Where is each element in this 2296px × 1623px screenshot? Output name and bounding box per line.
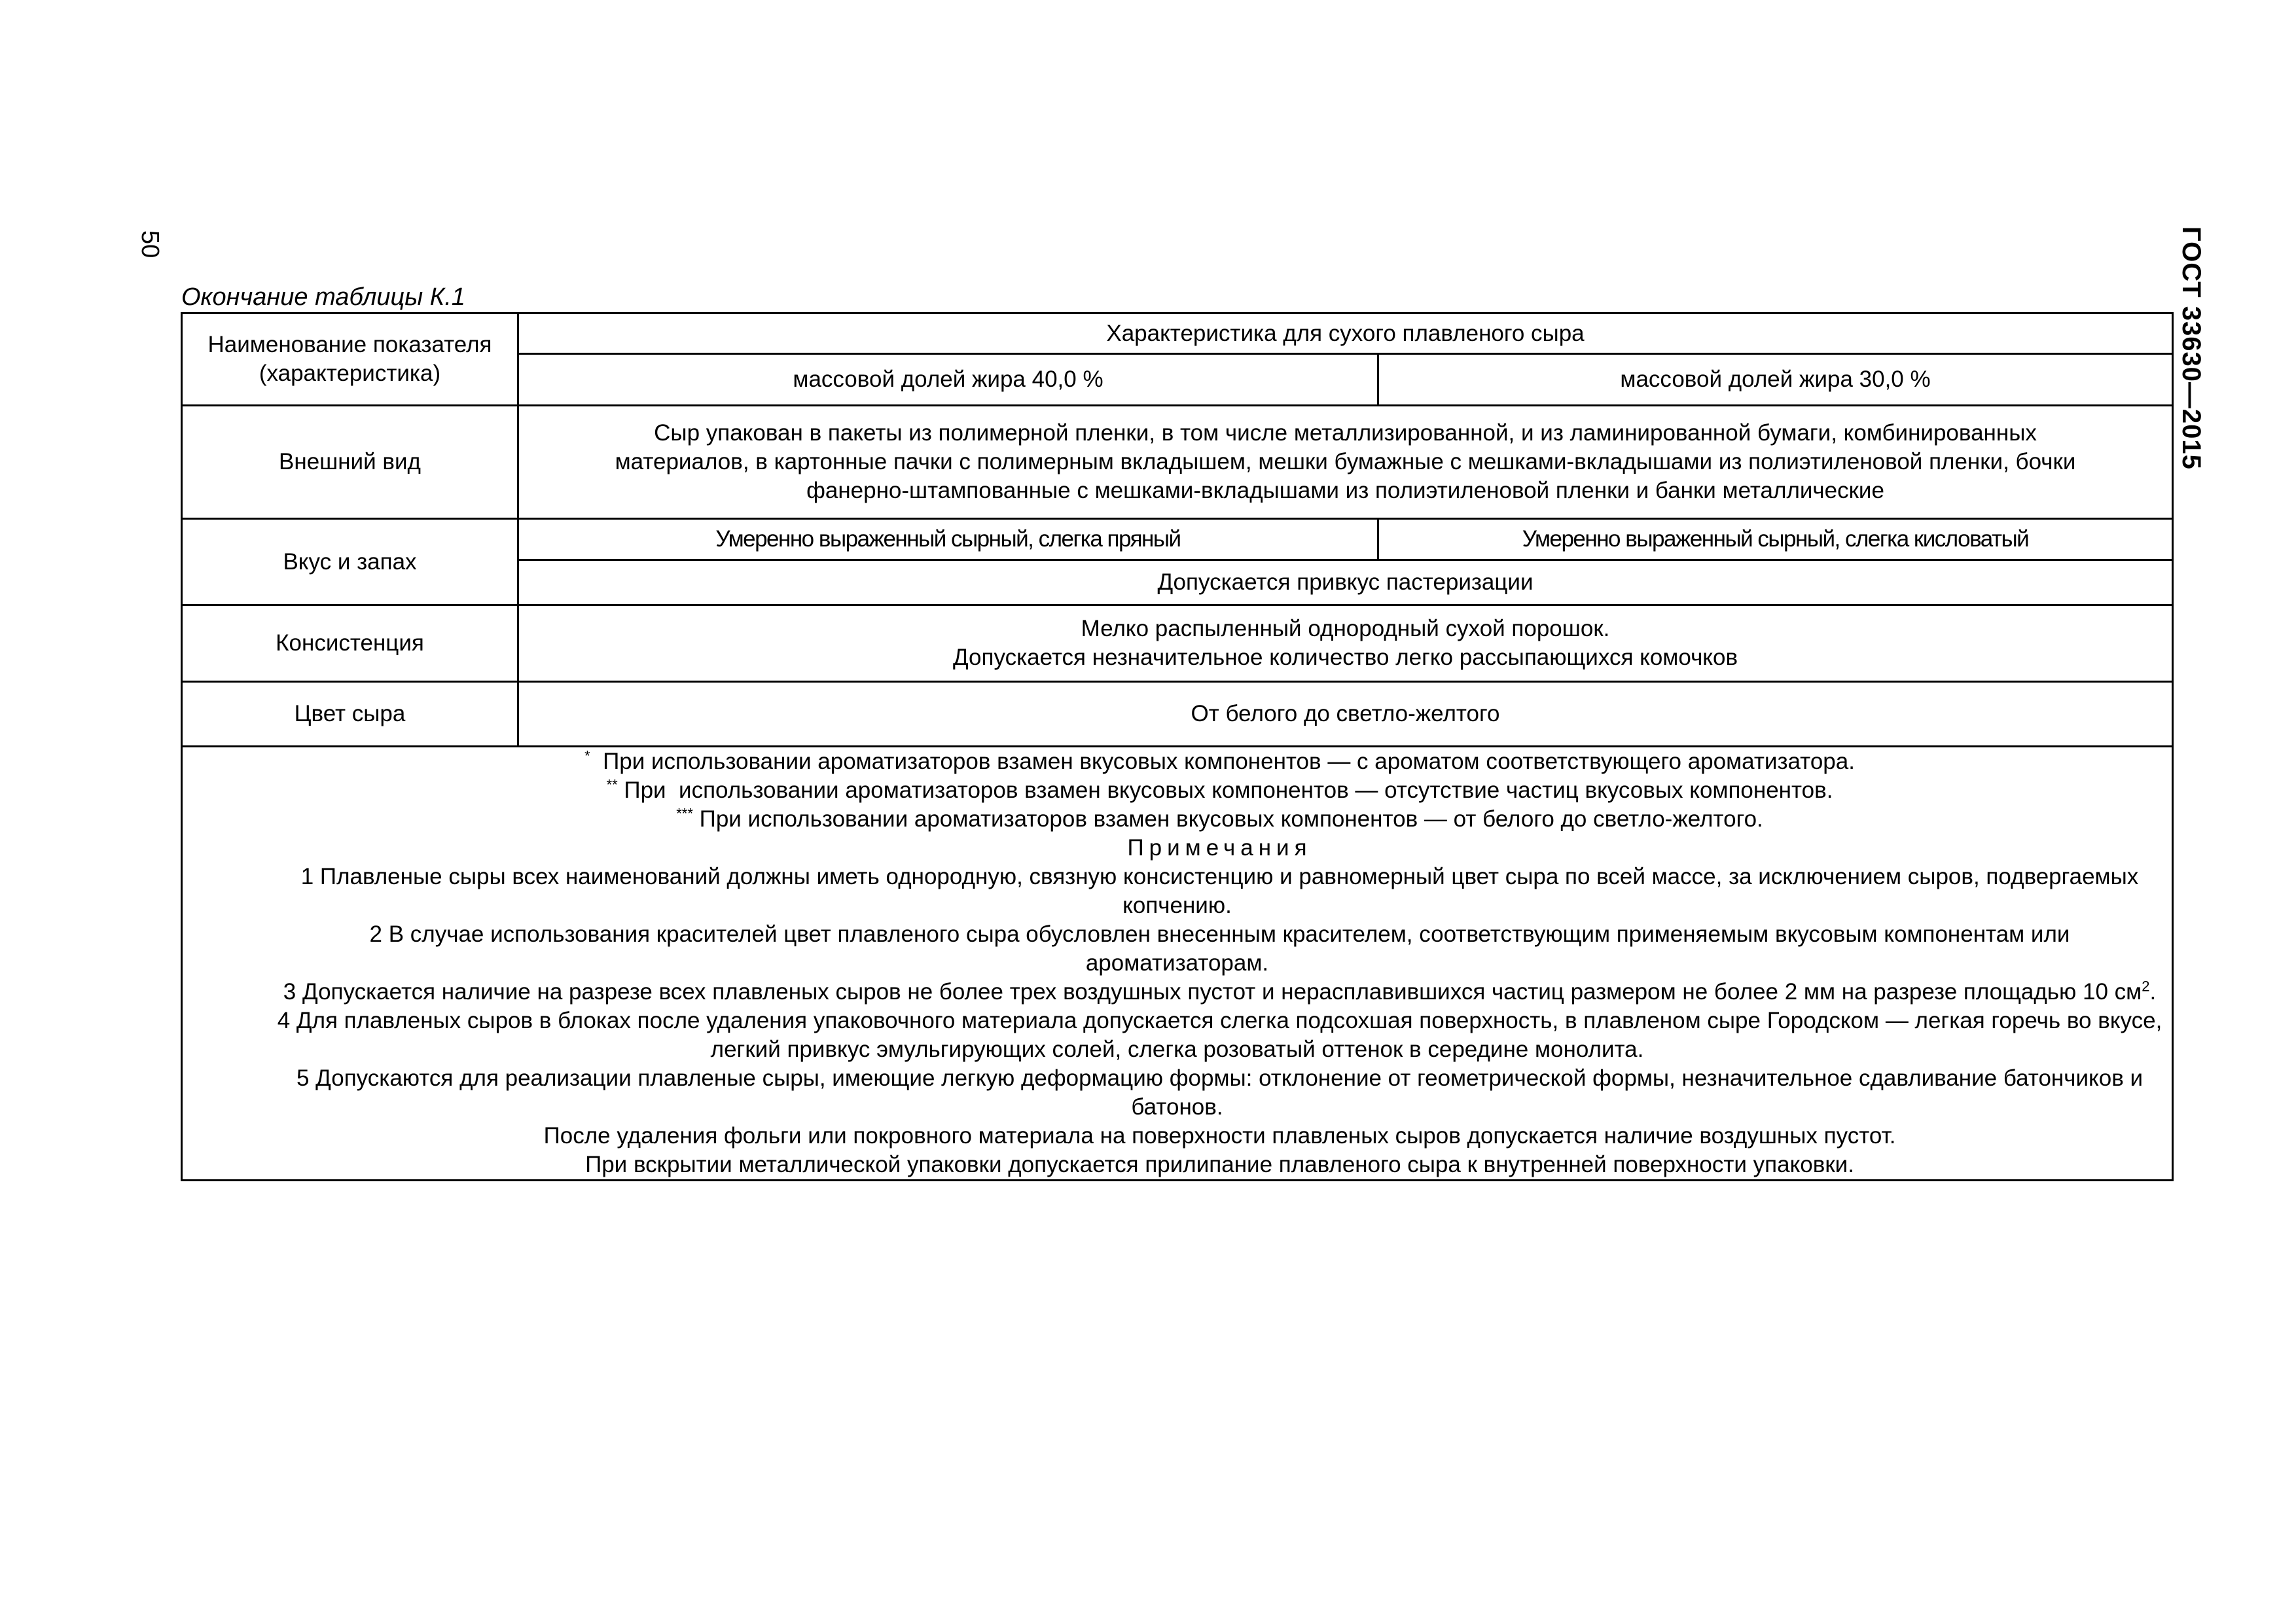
header-characteristic-title: Характеристика для сухого плавленого сыра	[518, 313, 2173, 354]
appearance-line: Сыр упакован в пакеты из полимерной пленки, в том числе металлизированной, и из ламинированной бумаги, комбинированных	[654, 420, 2037, 446]
note: При вскрытии металлической упаковки допускается прилипание плавленого сыра к внутренней поверхности упаковки.	[585, 1152, 1854, 1177]
footnote-mark: ***	[676, 805, 693, 822]
table-row-taste	[182, 519, 2173, 560]
footnote-mark: **	[606, 776, 618, 793]
footnote	[190, 776, 2164, 805]
row-label-taste: Вкус и запах	[182, 519, 518, 605]
taste-common: Допускается привкус пастеризации	[518, 560, 2173, 605]
header-fat-40: массовой долей жира 40,0 %	[518, 354, 1378, 406]
footnote-text: При использовании ароматизаторов взамен вкусовых компонентов — с ароматом соответствующего ароматизатора.	[590, 749, 1855, 774]
taste-fat-30: Умеренно выраженный сырный, слегка кисловатый	[1378, 519, 2173, 560]
footnote	[190, 805, 2164, 834]
table-k1	[181, 312, 2172, 1181]
footnote-text: При использовании ароматизаторов взамен вкусовых компонентов — от белого до светло-желтого.	[692, 806, 1763, 832]
table-row-color	[182, 682, 2173, 747]
note-superscript: 2	[2142, 978, 2150, 995]
footnote-mark: *	[584, 747, 590, 764]
note: 2 В случае использования красителей цвет плавленого сыра обусловлен внесенным красителем, соответствующим применяемым вкусовым компонентам или ароматизаторам.	[369, 921, 2070, 976]
table-row-consistency	[182, 605, 2173, 682]
table-row-notes	[182, 747, 2173, 1181]
consistency-line: Допускается незначительное количество легко рассыпающихся комочков	[952, 645, 1738, 670]
page-number: 50	[136, 230, 164, 259]
standard-code: ГОСТ 33630—2015	[2177, 226, 2206, 470]
note: После удаления фольги или покровного материала на поверхности плавленых сыров допускается наличие воздушных пустот.	[543, 1123, 1896, 1149]
appearance-value	[518, 406, 2173, 519]
footnote-text: При использовании ароматизаторов взамен вкусовых компонентов — отсутствие частиц вкусовых компонентов.	[617, 777, 1833, 803]
appearance-line: фанерно-штампованные с мешками-вкладышами из полиэтиленовой пленки и банки металлические	[806, 478, 1884, 503]
note: 1 Плавленые сыры всех наименований должны иметь однородную, связную консистенцию и равномерный цвет сыра по всей массе, за исключением сыров, подвергаемых копчению.	[300, 864, 2139, 918]
note	[190, 978, 2164, 1007]
row-label-color: Цвет сыра	[182, 682, 518, 747]
header-indicator-name: Наименование показателя (характеристика)	[182, 313, 518, 406]
footnote	[190, 747, 2164, 776]
appearance-line: материалов, в картонные пачки с полимерным вкладышем, мешки бумажные с мешками-вкладышами из полиэтиленовой пленки, бочки	[615, 449, 2076, 474]
note: 4 Для плавленых сыров в блоках после удаления упаковочного материала допускается слегка подсохшая поверхность, в плавленом сыре Городском — легкая горечь во вкусе, легкий привкус эмульгирующих солей, слегка розоватый оттенок в середине монолита.	[277, 1008, 2162, 1062]
color-value: От белого до светло-желтого	[518, 682, 2173, 747]
note-text: 3 Допускается наличие на разрезе всех плавленых сыров не более трех воздушных пустот и нерасплавившихся частиц размером не более 2 мм на разрезе площадью 10 см	[283, 979, 2142, 1005]
notes-heading-text: Примечания	[1127, 835, 1312, 861]
note: 5 Допускаются для реализации плавленые сыры, имеющие легкую деформацию формы: отклонение от геометрической формы, незначительное сдавливание батончиков и батонов.	[296, 1065, 2144, 1120]
notes-cell	[182, 747, 2173, 1181]
row-label-appearance: Внешний вид	[182, 406, 518, 519]
header-fat-30: массовой долей жира 30,0 %	[1378, 354, 2173, 406]
note-end: .	[2149, 979, 2157, 1005]
table-caption: Окончание таблицы К.1	[181, 283, 465, 311]
table-row-appearance	[182, 406, 2173, 519]
consistency-line: Мелко распыленный однородный сухой порошок.	[1081, 616, 1610, 641]
consistency-value	[518, 605, 2173, 682]
row-label-consistency: Консистенция	[182, 605, 518, 682]
taste-fat-40: Умеренно выраженный сырный, слегка пряный	[518, 519, 1378, 560]
notes-heading	[190, 834, 2164, 863]
